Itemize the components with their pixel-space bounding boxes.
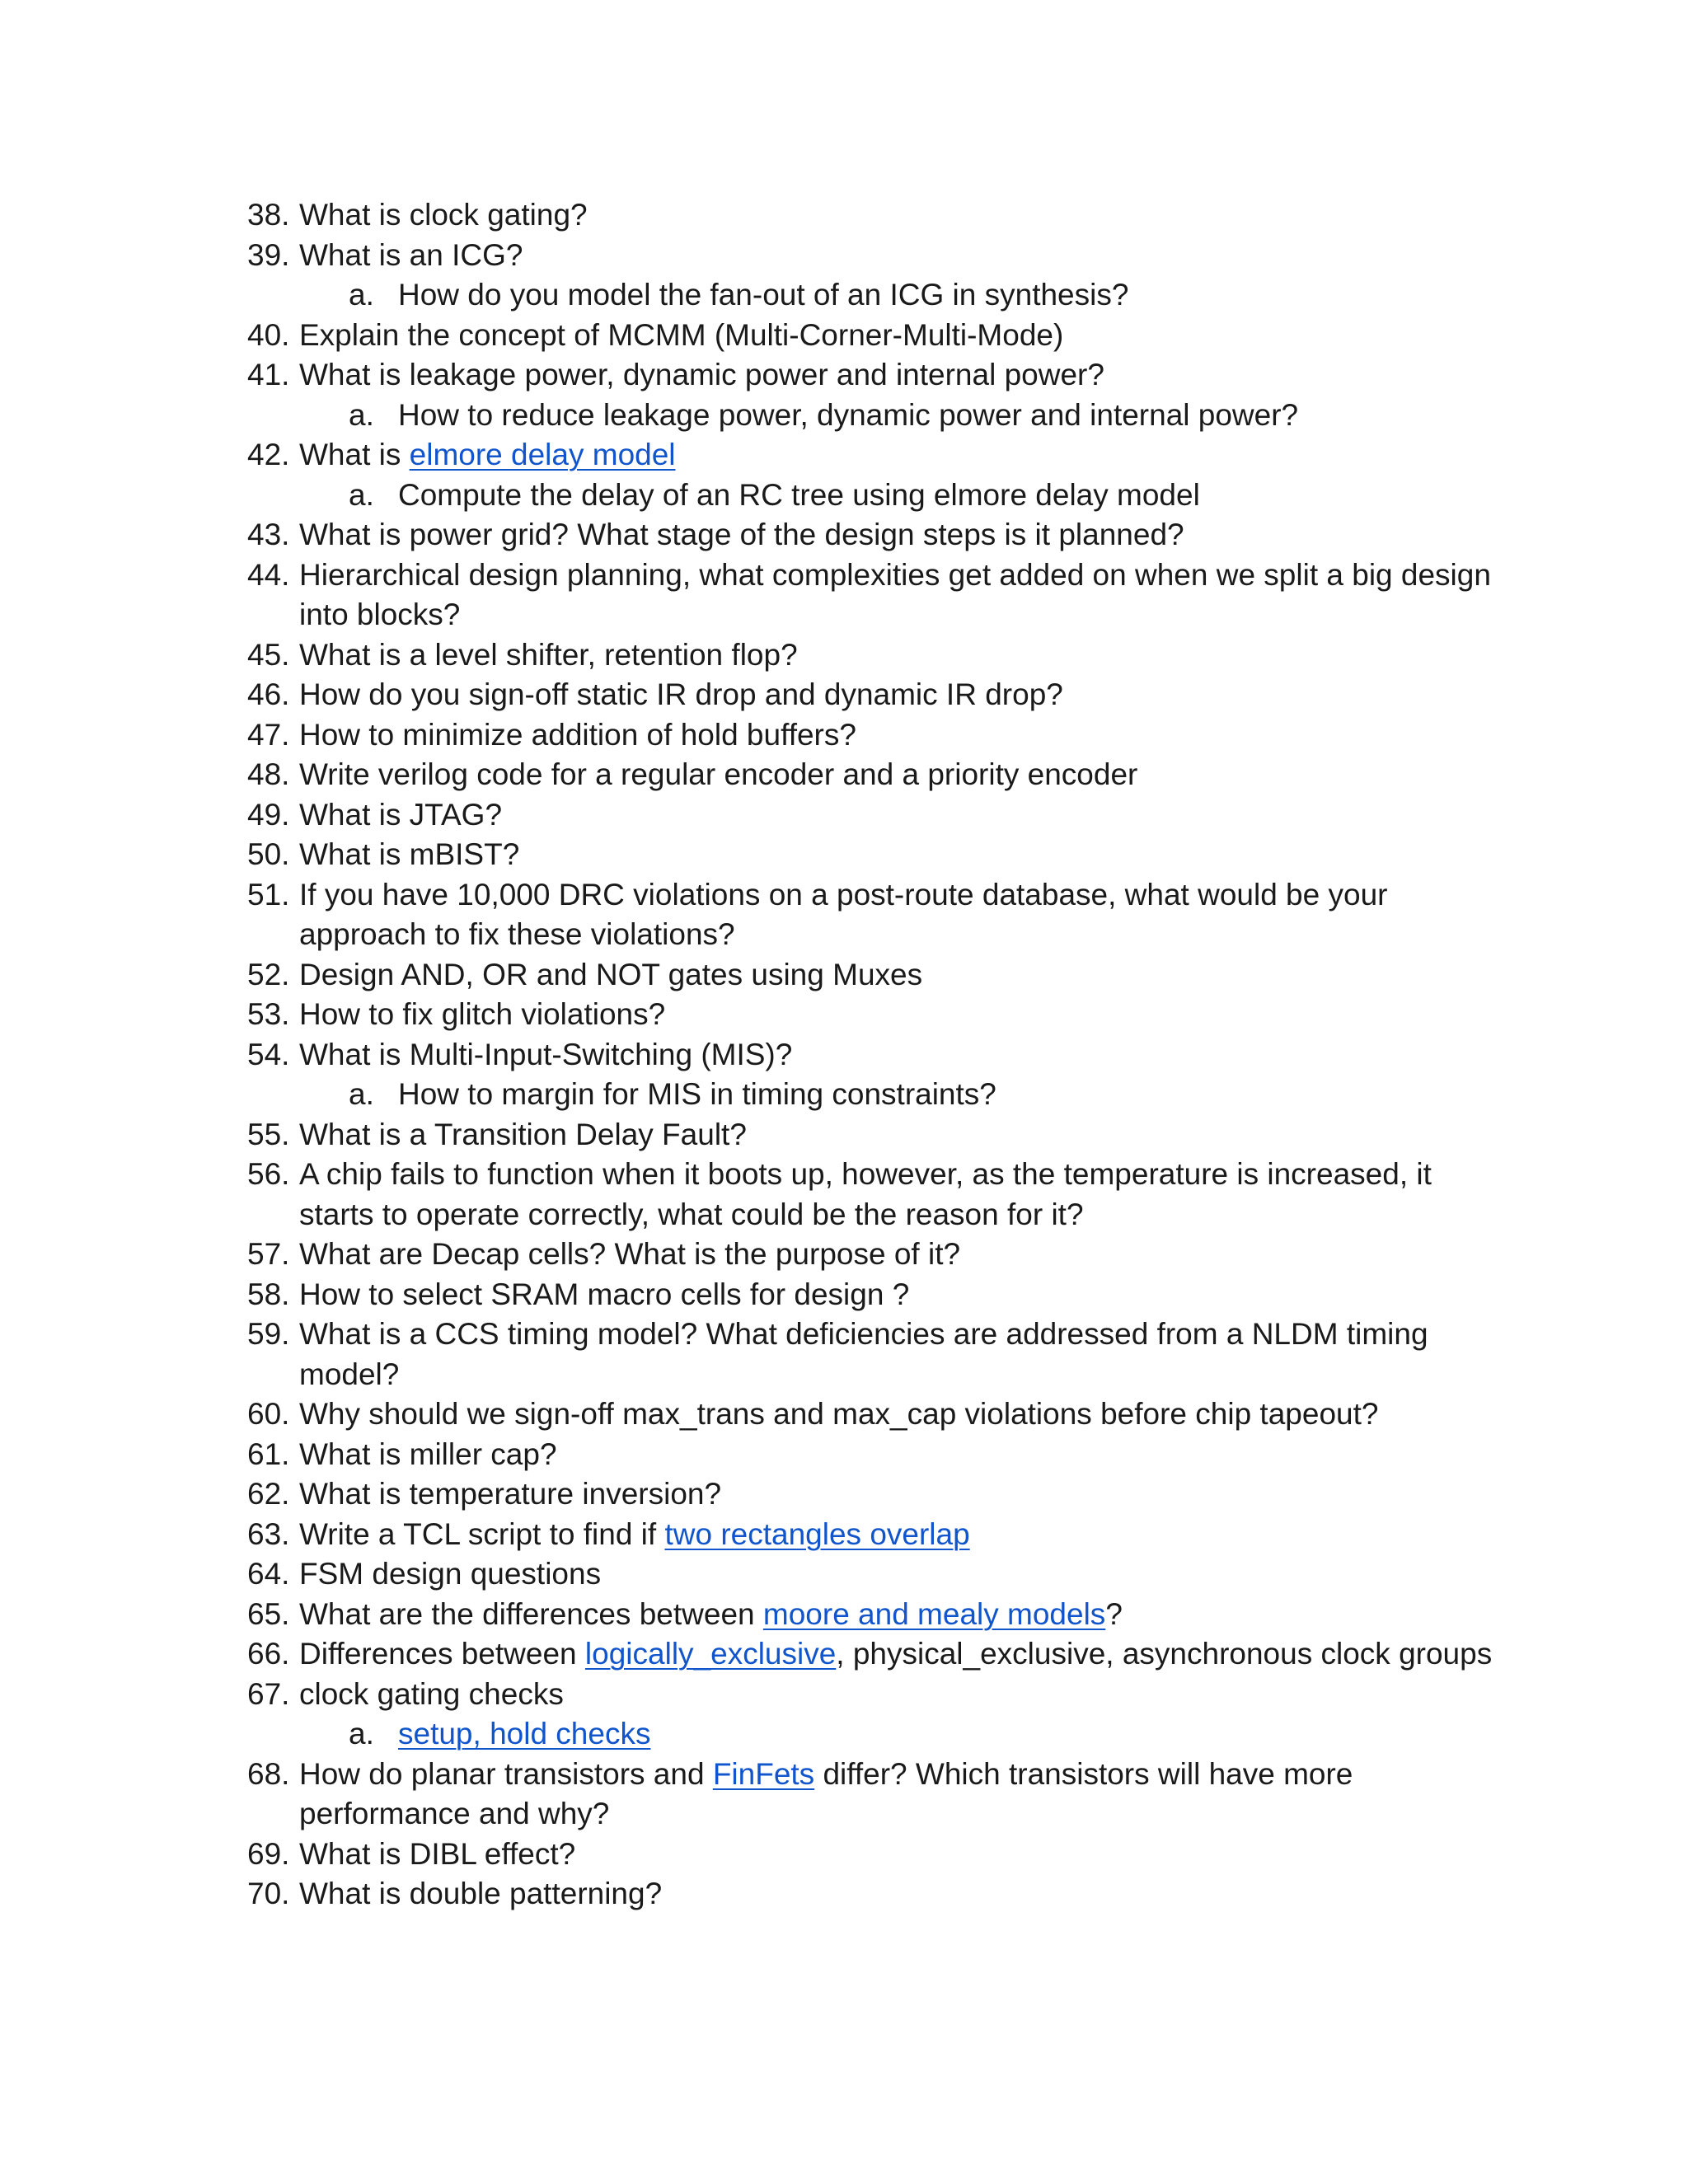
- question-text: [299, 675, 1500, 715]
- question-54: [247, 1035, 1500, 1076]
- question-text-segment: What is a level shifter, retention flop?: [299, 637, 798, 672]
- question-text-segment: What are Decap cells? What is the purpose of it?: [299, 1237, 961, 1271]
- sub-question: [247, 476, 1500, 516]
- question-text-segment: clock gating checks: [299, 1676, 564, 1711]
- question-text-segment: Differences between: [299, 1637, 585, 1671]
- question-62: [247, 1474, 1500, 1515]
- question-number: 49.: [247, 797, 290, 832]
- question-text: [299, 555, 1500, 635]
- question-number: 69.: [247, 1836, 290, 1871]
- question-42: [247, 435, 1500, 476]
- question-text: [299, 1634, 1500, 1675]
- question-67: [247, 1675, 1500, 1715]
- question-text-segment: What is: [299, 438, 410, 471]
- question-39: [247, 236, 1500, 276]
- question-63: [247, 1515, 1500, 1555]
- question-list: [247, 195, 1500, 1915]
- question-48: [247, 755, 1500, 795]
- question-text: [299, 1515, 1500, 1555]
- question-number: 53.: [247, 997, 290, 1031]
- question-number: 39.: [247, 237, 290, 272]
- question-text: [299, 435, 1500, 476]
- question-text: [299, 635, 1500, 676]
- question-number: 56.: [247, 1157, 290, 1191]
- question-45: [247, 635, 1500, 676]
- question-text-segment: , physical_exclusive, asynchronous clock groups: [836, 1637, 1493, 1671]
- question-text-segment: If you have 10,000 DRC violations on a post-route database, what would be your approach to fix these violations?: [299, 877, 1388, 951]
- question-text: [299, 1275, 1500, 1315]
- question-text-segment: What is double patterning?: [299, 1877, 663, 1910]
- question-text: [299, 875, 1500, 955]
- question-number: 64.: [247, 1557, 290, 1591]
- question-text-segment: FSM design questions: [299, 1557, 602, 1591]
- question-text: [299, 1755, 1500, 1835]
- question-number: 57.: [247, 1237, 290, 1271]
- question-text: [299, 195, 1500, 236]
- question-text-segment: Write a TCL script to find if: [299, 1516, 665, 1551]
- question-text-segment: What is a Transition Delay Fault?: [299, 1117, 747, 1151]
- question-69: [247, 1835, 1500, 1875]
- question-number: 65.: [247, 1596, 290, 1631]
- question-number: 41.: [247, 358, 290, 391]
- question-number: 52.: [247, 957, 290, 991]
- question-text: [299, 1554, 1500, 1595]
- sub-question: [247, 1075, 1500, 1115]
- question-text: [299, 835, 1500, 875]
- question-text: [299, 1155, 1500, 1235]
- question-text-segment: ?: [1105, 1596, 1123, 1631]
- question-number: 62.: [247, 1477, 290, 1511]
- question-text-segment: What is Multi-Input-Switching (MIS)?: [299, 1037, 793, 1071]
- question-text: [299, 1235, 1500, 1275]
- question-number: 58.: [247, 1277, 290, 1311]
- question-text: [299, 955, 1500, 996]
- question-text: [299, 355, 1500, 396]
- question-number: 44.: [247, 557, 290, 592]
- question-text-segment: A chip fails to function when it boots up, however, as the temperature is increased, it starts to operate correctly, what could be the reason for it?: [299, 1157, 1432, 1231]
- question-number: 66.: [247, 1637, 290, 1671]
- sub-question: [247, 1714, 1500, 1755]
- question-number: 46.: [247, 677, 290, 711]
- question-text-segment: How do you sign-off static IR drop and dynamic IR drop?: [299, 677, 1063, 711]
- question-55: [247, 1115, 1500, 1155]
- question-number: 45.: [247, 637, 290, 672]
- question-65: [247, 1595, 1500, 1635]
- question-51: [247, 875, 1500, 955]
- question-number: 55.: [247, 1117, 290, 1151]
- question-47: [247, 715, 1500, 756]
- question-text-segment: What is a CCS timing model? What deficiencies are addressed from a NLDM timing model?: [299, 1317, 1428, 1391]
- link-moore-and-mealy-models[interactable]: moore and mealy models: [762, 1596, 1106, 1631]
- question-text-segment: How do you model the fan-out of an ICG in synthesis?: [398, 278, 1129, 312]
- question-number: 67.: [247, 1676, 290, 1711]
- question-number: 51.: [247, 877, 290, 912]
- question-number: 47.: [247, 717, 290, 752]
- question-text-segment: Design AND, OR and NOT gates using Muxes: [299, 957, 923, 991]
- question-text: [299, 1595, 1500, 1635]
- question-text-segment: What is an ICG?: [299, 237, 523, 272]
- question-text-segment: Explain the concept of MCMM (Multi-Corner-Multi-Mode): [299, 317, 1064, 352]
- sub-question-text: [398, 1714, 1500, 1755]
- question-number: 54.: [247, 1037, 290, 1071]
- question-number: 70.: [247, 1877, 290, 1910]
- question-70: [247, 1874, 1500, 1915]
- question-38: [247, 195, 1500, 236]
- question-text-segment: What is JTAG?: [299, 797, 503, 832]
- question-text-segment: differ? Which transistors will have more performance and why?: [299, 1756, 1353, 1830]
- question-text-segment: What is leakage power, dynamic power and internal power?: [299, 358, 1104, 391]
- question-text: [299, 755, 1500, 795]
- question-60: [247, 1394, 1500, 1435]
- question-text: [299, 1115, 1500, 1155]
- sub-question-letter: a.: [349, 1717, 374, 1750]
- question-text: [299, 1035, 1500, 1076]
- question-text-segment: What is power grid? What stage of the design steps is it planned?: [299, 518, 1184, 551]
- question-text: [299, 1474, 1500, 1515]
- link-elmore-delay-model[interactable]: elmore delay model: [409, 438, 676, 471]
- sub-question-text: [398, 275, 1500, 316]
- question-66: [247, 1634, 1500, 1675]
- question-text-segment: What is temperature inversion?: [299, 1477, 722, 1511]
- question-57: [247, 1235, 1500, 1275]
- question-text-segment: What is DIBL effect?: [299, 1836, 576, 1871]
- question-text: [299, 1315, 1500, 1394]
- question-41: [247, 355, 1500, 396]
- question-number: 63.: [247, 1516, 290, 1551]
- question-text: [299, 1874, 1500, 1915]
- link-setup-hold-checks[interactable]: setup, hold checks: [398, 1717, 651, 1750]
- sub-question-text: [398, 1075, 1500, 1115]
- question-text-segment: How to select SRAM macro cells for design ?: [299, 1277, 910, 1311]
- question-text: [299, 1675, 1500, 1715]
- question-number: 38.: [247, 198, 290, 232]
- question-text: [299, 515, 1500, 555]
- question-46: [247, 675, 1500, 715]
- question-56: [247, 1155, 1500, 1235]
- question-number: 43.: [247, 518, 290, 551]
- question-number: 50.: [247, 837, 290, 871]
- question-number: 60.: [247, 1397, 290, 1431]
- question-text-segment: How do planar transistors and: [299, 1756, 713, 1791]
- question-text-segment: What is clock gating?: [299, 198, 588, 232]
- question-64: [247, 1554, 1500, 1595]
- question-59: [247, 1315, 1500, 1394]
- question-52: [247, 955, 1500, 996]
- question-text-segment: Why should we sign-off max_trans and max_cap violations before chip tapeout?: [299, 1397, 1379, 1431]
- sub-question-letter: a.: [349, 477, 374, 512]
- question-44: [247, 555, 1500, 635]
- sub-question: [247, 396, 1500, 436]
- question-text-segment: Hierarchical design planning, what complexities get added on when we split a big design into blocks?: [299, 557, 1491, 631]
- question-text-segment: What is miller cap?: [299, 1436, 557, 1471]
- question-text: [299, 715, 1500, 756]
- question-text: [299, 316, 1500, 356]
- sub-question-letter: a.: [349, 1077, 374, 1111]
- question-58: [247, 1275, 1500, 1315]
- question-49: [247, 795, 1500, 836]
- sub-question-letter: a.: [349, 397, 374, 432]
- sub-question-text: [398, 396, 1500, 436]
- question-68: [247, 1755, 1500, 1835]
- question-text: [299, 1394, 1500, 1435]
- question-text-segment: How to margin for MIS in timing constraints?: [398, 1077, 996, 1111]
- question-number: 42.: [247, 438, 290, 471]
- question-text-segment: What is mBIST?: [299, 837, 520, 871]
- question-text-segment: How to reduce leakage power, dynamic power and internal power?: [398, 397, 1299, 432]
- question-text-segment: What are the differences between: [299, 1596, 763, 1631]
- question-text: [299, 795, 1500, 836]
- question-text: [299, 1435, 1500, 1475]
- link-finfets[interactable]: FinFets: [712, 1756, 815, 1791]
- question-text-segment: Compute the delay of an RC tree using elmore delay model: [398, 477, 1200, 512]
- question-53: [247, 995, 1500, 1035]
- question-text: [299, 1835, 1500, 1875]
- link-two-rectangles-overlap[interactable]: two rectangles overlap: [664, 1516, 970, 1551]
- question-number: 61.: [247, 1436, 290, 1471]
- question-61: [247, 1435, 1500, 1475]
- sub-question-letter: a.: [349, 278, 374, 312]
- sub-question-text: [398, 476, 1500, 516]
- question-text-segment: Write verilog code for a regular encoder and a priority encoder: [299, 757, 1138, 791]
- question-text: [299, 236, 1500, 276]
- question-number: 59.: [247, 1317, 290, 1351]
- question-number: 48.: [247, 757, 290, 791]
- question-number: 40.: [247, 317, 290, 352]
- question-43: [247, 515, 1500, 555]
- question-50: [247, 835, 1500, 875]
- link-logically-exclusive[interactable]: logically_exclusive: [584, 1637, 837, 1671]
- sub-question: [247, 275, 1500, 316]
- question-40: [247, 316, 1500, 356]
- question-number: 68.: [247, 1756, 290, 1791]
- question-text-segment: How to minimize addition of hold buffers?: [299, 717, 856, 752]
- question-text: [299, 995, 1500, 1035]
- question-text-segment: How to fix glitch violations?: [299, 997, 666, 1031]
